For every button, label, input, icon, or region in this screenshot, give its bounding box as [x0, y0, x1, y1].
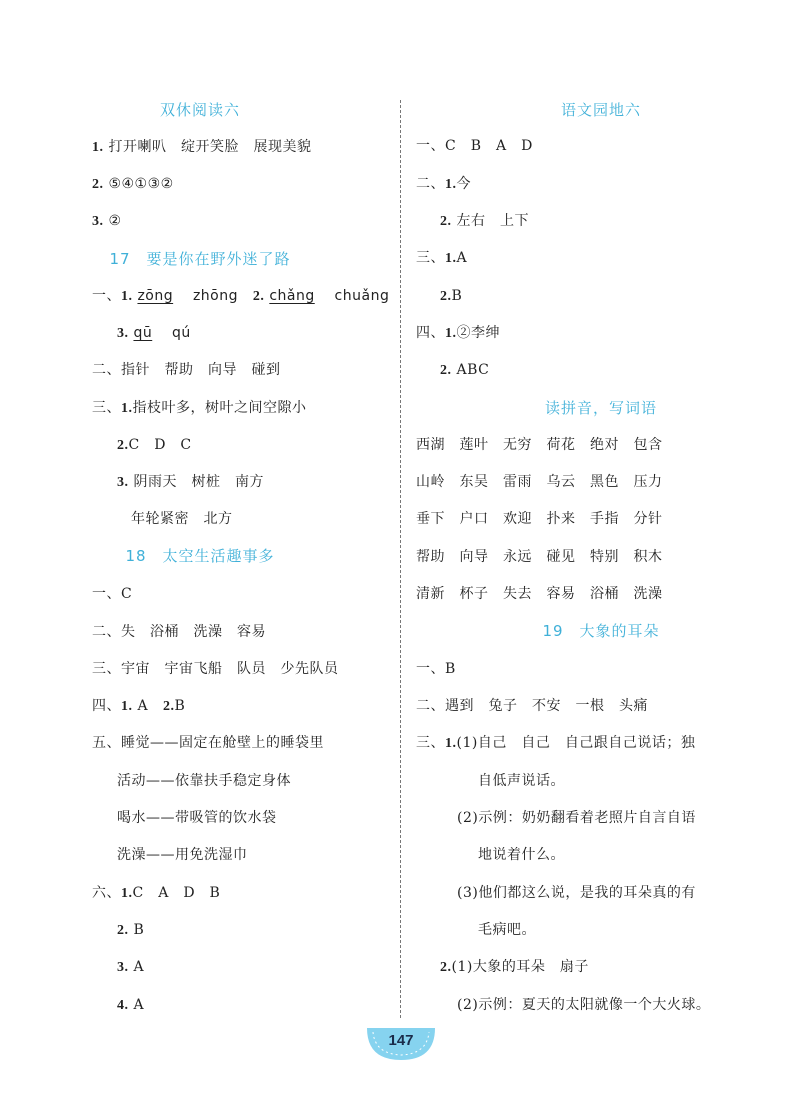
answer-line: 一、1. zōng zhōng 2. chǎng chuǎng	[92, 288, 390, 304]
answer-line: 一、C B A D	[416, 138, 533, 154]
word-row: 山岭 东吴 雷雨 乌云 黑色 压力	[416, 474, 663, 490]
answer-line: 4. A	[117, 997, 145, 1013]
answer-line: 五、睡觉——固定在舱壁上的睡袋里	[92, 735, 324, 751]
answer-line: 2. ⑤④①③②	[92, 176, 174, 192]
answer-line: 2.C D C	[117, 437, 192, 453]
word-row: 西湖 莲叶 无穷 荷花 绝对 包含	[416, 437, 663, 453]
answer-line: 2.(1)大象的耳朵 扇子	[440, 959, 589, 975]
section-title-lesson-19: 19 大象的耳朵	[542, 622, 660, 640]
answer-line: 地说着什么。	[478, 847, 565, 863]
answer-line: 年轮紧密 北方	[131, 511, 233, 527]
word-row: 垂下 户口 欢迎 扑来 手指 分针	[416, 511, 663, 527]
section-title-lesson-18: 18 太空生活趣事多	[125, 547, 275, 565]
answer-line: 3. A	[117, 959, 145, 975]
answer-line: 六、1.C A D B	[92, 885, 221, 901]
answer-line: 2. 左右 上下	[440, 213, 529, 229]
answer-line: 四、1. A 2.B	[92, 698, 186, 714]
answer-line: 二、遇到 兔子 不安 一根 头痛	[416, 698, 648, 714]
answer-line: 1. 打开喇叭 绽开笑脸 展现美貌	[92, 139, 312, 155]
word-row: 帮助 向导 永远 碰见 特别 积木	[416, 549, 663, 565]
answer-line: 3. qū qú	[117, 325, 191, 341]
section-title-lesson-17: 17 要是你在野外迷了路	[109, 250, 291, 268]
answer-line: 三、1.(1)自己 自己 自己跟自己说话；独	[416, 735, 696, 751]
answer-line: 2. B	[117, 922, 145, 938]
answer-line: 毛病吧。	[478, 922, 536, 938]
page-number: 147	[388, 1032, 414, 1049]
word-row: 清新 杯子 失去 容易 浴桶 洗澡	[416, 586, 663, 602]
answer-line: 四、1.②李绅	[416, 325, 500, 341]
section-title-reading-6: 双休阅读六	[159, 101, 240, 119]
answer-line: 二、指针 帮助 向导 碰到	[92, 362, 281, 378]
answer-line: 洗澡——用免洗湿巾	[117, 847, 248, 863]
answer-line: 三、1.指枝叶多，树叶之间空隙小	[92, 400, 307, 416]
answer-line: 自低声说话。	[478, 773, 565, 789]
answer-line: 三、1.A	[416, 250, 468, 266]
page-number-badge	[363, 1024, 439, 1064]
answer-line: 3. ②	[92, 213, 122, 229]
answer-line: 3. 阴雨天 树桩 南方	[117, 474, 264, 490]
answer-line: 二、失 浴桶 洗澡 容易	[92, 624, 266, 640]
section-title-pinyin-words: 读拼音，写词语	[544, 399, 657, 417]
answer-line: 三、宇宙 宇宙飞船 队员 少先队员	[92, 661, 339, 677]
answer-line: 一、B	[416, 661, 456, 677]
answer-line: 2.B	[440, 288, 463, 304]
answer-line: 2. ABC	[440, 362, 490, 378]
answer-line: 活动——依靠扶手稳定身体	[117, 773, 291, 789]
answer-line: (3)他们都这么说，是我的耳朵真的有	[457, 885, 696, 901]
answer-line: 一、C	[92, 586, 133, 602]
answer-line: (2)示例：奶奶翻看着老照片自言自语	[457, 810, 696, 826]
section-title-yuwen-yuandi-6: 语文园地六	[560, 101, 641, 119]
answer-line: 二、1.今	[416, 176, 471, 192]
answer-line: 喝水——带吸管的饮水袋	[117, 810, 277, 826]
column-divider	[400, 100, 401, 1018]
answer-line: (2)示例：夏天的太阳就像一个大火球。	[457, 997, 711, 1013]
